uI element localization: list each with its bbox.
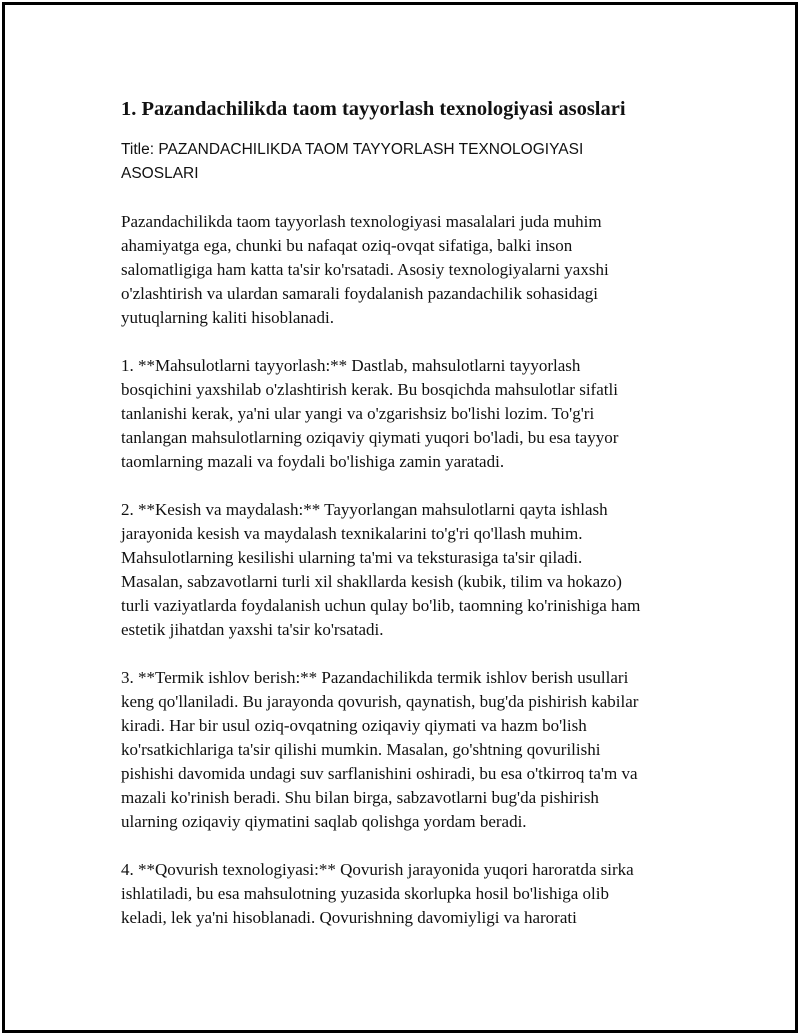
text-line: estetik jihatdan yaxshi ta'sir ko'rsatadi. (121, 620, 384, 639)
text-line: mazali ko'rinish beradi. Shu bilan birga, sabzavotlarni bug'da pishirish (121, 788, 599, 807)
page-frame (2, 2, 798, 1033)
paragraph-mahsulotlarni-tayyorlash (121, 354, 701, 474)
paragraph-termik-ishlov-berish (121, 666, 701, 834)
text-line: Mahsulotlarning kesilishi ularning ta'mi va teksturasiga ta'sir qiladi. (121, 548, 583, 567)
text-line: ularning oziqaviy qiymatini saqlab qolishga yordam beradi. (121, 812, 527, 831)
text-line: Masalan, sabzavotlarni turli xil shakllarda kesish (kubik, tilim va hokazo) (121, 572, 622, 591)
text-line: 3. **Termik ishlov berish:** Pazandachilikda termik ishlov berish usullari (121, 668, 629, 687)
text-line: keladi, lek ya'ni hisoblanadi. Qovurishning davomiyligi va harorati (121, 908, 577, 927)
document-title (121, 138, 701, 186)
text-line: ahamiyatga ega, chunki bu nafaqat oziq-ovqat sifatiga, balki inson (121, 236, 573, 255)
text-line: o'zlashtirish va ulardan samarali foydalanish pazandachilik sohasidagi (121, 284, 599, 303)
text-line: 1. **Mahsulotlarni tayyorlash:** Dastlab, mahsulotlarni tayyorlash (121, 356, 581, 375)
text-line: ko'rsatkichlariga ta'sir qilishi mumkin. Masalan, go'shtning qovurilishi (121, 740, 601, 759)
title-line: Title: PAZANDACHILIKDA TAOM TAYYORLASH TEXNOLOGIYASI (121, 141, 584, 158)
paragraph-qovurish-texnologiyasi (121, 858, 701, 930)
text-line: jarayonida kesish va maydalash texnikalarini to'g'ri qo'llash muhim. (121, 524, 583, 543)
text-line: ishlatiladi, bu esa mahsulotning yuzasida skorlupka hosil bo'lishiga olib (121, 884, 609, 903)
paragraph-kesish-va-maydalash (121, 498, 701, 642)
document-content (121, 97, 701, 954)
text-line: taomlarning mazali va foydali bo'lishiga zamin yaratadi. (121, 452, 505, 471)
text-line: kiradi. Har bir usul oziq-ovqatning oziqaviy qiymati va hazm bo'lish (121, 716, 587, 735)
text-line: 4. **Qovurish texnologiyasi:** Qovurish jarayonida yuqori haroratda sirka (121, 860, 634, 879)
text-line: yutuqlarning kaliti hisoblanadi. (121, 308, 334, 327)
text-line: tanlanishi kerak, ya'ni ular yangi va o'zgarishsiz bo'lishi lozim. To'g'ri (121, 404, 595, 423)
text-line: bosqichini yaxshilab o'zlashtirish kerak. Bu bosqichda mahsulotlar sifatli (121, 380, 618, 399)
text-line: turli vaziyatlarda foydalanish uchun qulay bo'lib, taomning ko'rinishiga ham (121, 596, 641, 615)
intro-paragraph (121, 210, 701, 330)
text-line: salomatligiga ham katta ta'sir ko'rsatadi. Asosiy texnologiyalarni yaxshi (121, 260, 609, 279)
text-line: pishishi davomida undagi suv sarflanishini oshiradi, bu esa o'tkirroq ta'm va (121, 764, 638, 783)
title-line: ASOSLARI (121, 165, 199, 182)
text-line: keng qo'llaniladi. Bu jarayonda qovurish, qaynatish, bug'da pishirish kabilar (121, 692, 639, 711)
text-line: Pazandachilikda taom tayyorlash texnologiyasi masalalari juda muhim (121, 212, 602, 231)
text-line: tanlangan mahsulotlarning oziqaviy qiymati yuqori bo'ladi, bu esa tayyor (121, 428, 619, 447)
text-line: 2. **Kesish va maydalash:** Tayyorlangan mahsulotlarni qayta ishlash (121, 500, 608, 519)
section-heading: 1. Pazandachilikda taom tayyorlash texnologiyasi asoslari (121, 98, 626, 120)
